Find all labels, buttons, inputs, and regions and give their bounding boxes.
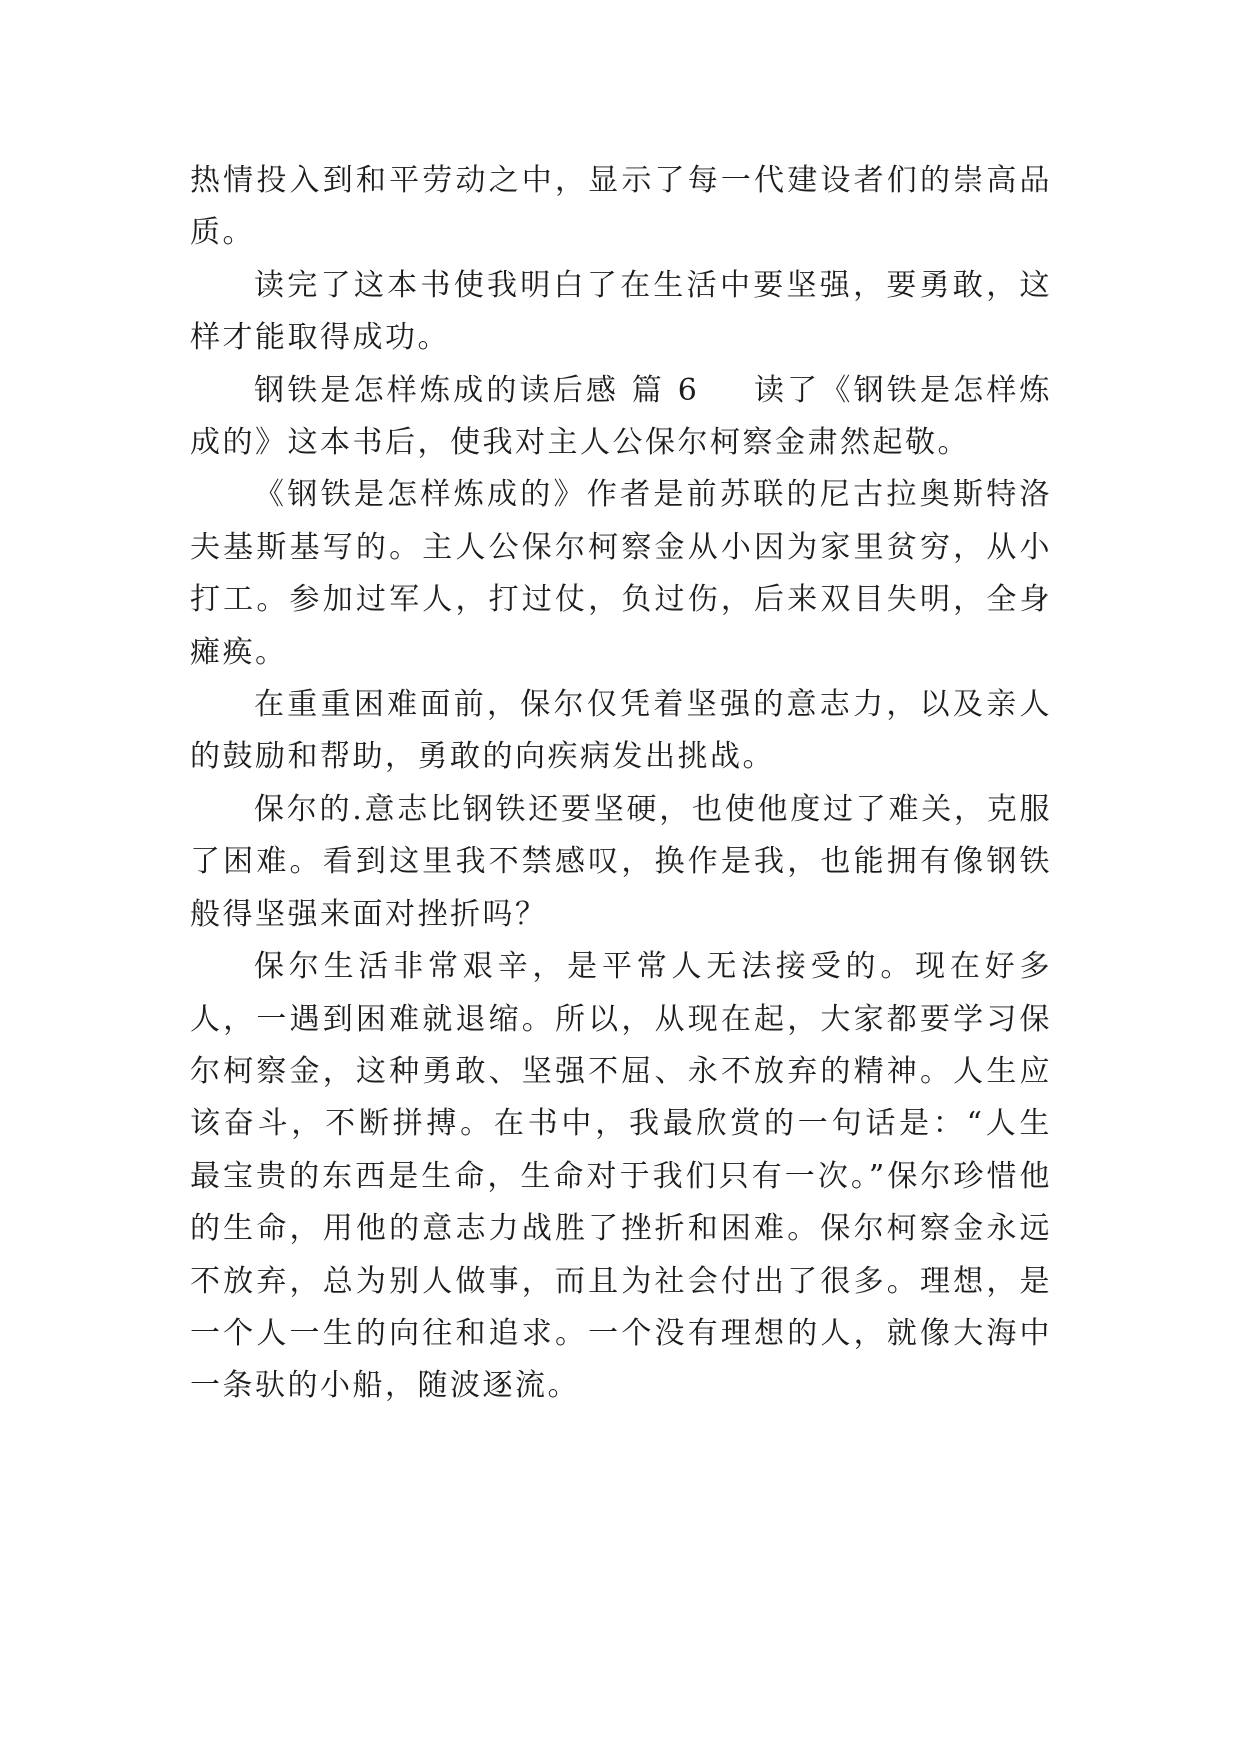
paragraph-1 [190, 155, 1052, 260]
paragraph-5-text: 在重重困难面前，保尔仅凭着坚强的意志力，以及亲人的鼓励和帮助，勇敢的向疾病发出挑战。 [190, 687, 1052, 775]
paragraph-2 [190, 260, 1052, 365]
paragraph-6-text: 保尔的.意志比钢铁还要坚硬，也使他度过了难关，克服了困难。看到这里我不禁感叹，换作是我，也能拥有像钢铁般得坚强来面对挫折吗？ [190, 791, 1052, 932]
paragraph-7 [190, 941, 1052, 1413]
paragraph-2-text: 读完了这本书使我明白了在生活中要坚强，要勇敢，这样才能取得成功。 [190, 267, 1052, 356]
paragraph-6 [190, 784, 1052, 941]
paragraph-5 [190, 679, 1052, 784]
paragraph-4 [190, 469, 1052, 679]
section-heading: 钢铁是怎样炼成的读后感 [254, 372, 620, 408]
paragraph-4-text: 《钢铁是怎样炼成的》作者是前苏联的尼古拉奥斯特洛夫基斯基写的。主人公保尔柯察金从小因为家里贫穷，从小打工。参加过军人，打过仗，负过伤，后来双目失明，全身瘫痪。 [190, 477, 1052, 670]
paragraph-7-text: 保尔生活非常艰辛，是平常人无法接受的。现在好多人，一遇到困难就退缩。所以，从现在起，大家都要学习保尔柯察金，这种勇敢、坚强不屈、永不放弃的精神。人生应该奋斗，不断拼搏。在书中，我最欣赏的一句话是：“人生最宝贵的东西是生命，生命对于我们只有一次。”保尔珍惜他的生命，用他的意志力战胜了挫折和困难。保尔柯察金永远不放弃，总为别人做事，而且为社会付出了很多。理想，是一个人一生的向往和追求。一个没有理想的人，就像大海中一条驮的小船，随波逐流。 [190, 949, 1052, 1404]
paragraph-3-text: 读了《钢铁是怎样炼成的》这本书后，使我对主人公保尔柯察金肃然起敬。 [190, 372, 1053, 461]
paragraph-3 [190, 365, 1052, 470]
document-body [190, 155, 1052, 1413]
section-number: 篇 6 [631, 372, 700, 408]
paragraph-1-text: 热情投入到和平劳动之中，显示了每一代建设者们的崇高品质。 [190, 163, 1052, 251]
